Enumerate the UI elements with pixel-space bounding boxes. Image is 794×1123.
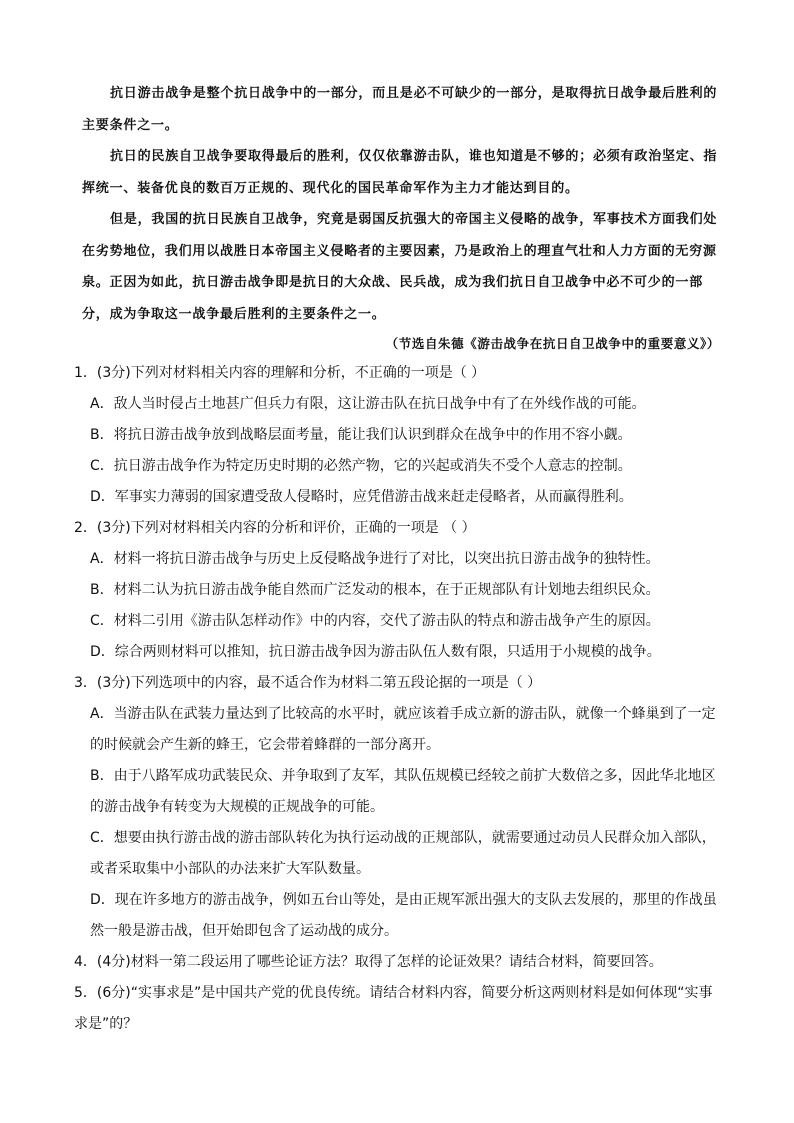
option-c: C．材料二引用《游击队怎样动作》中的内容，交代了游击队的特点和游击战争产生的原因。 — [90, 613, 660, 629]
option-b: B．将抗日游击战争放到战略层面考量，能让我们认识到群众在战争中的作用不容小觑。 — [90, 427, 632, 443]
question-5 — [74, 978, 724, 1040]
question-3 — [74, 668, 724, 947]
passage-paragraph-2: 抗日的民族自卫战争要取得最后的胜利，仅仅依靠游击队，谁也知道是不够的；必须有政治坚定、指挥统一、装备优良的数百万正规的、现代化的国民革命军作为主力才能达到目的。 — [82, 149, 718, 196]
passage-paragraph-3: 但是，我国的抗日民族自卫战争，究竟是弱国反抗强大的帝国主义侵略的战争，军事技术方面我们处在劣势地位，我们用以战胜日本帝国主义侵略者的主要因素，乃是政治上的理直气壮和人力方面的无穷源泉。正因为如此，抗日游击战争即是抗日的大众战、民兵战，成为我们抗日自卫战争中必不可少的一部分，成为争取这一战争最后胜利的主要条件之一。 — [82, 212, 718, 322]
passage-source: （节选自朱德《游击战争在抗日自卫战争中的重要意义》） — [385, 336, 720, 351]
option-a: A．敌人当时侵占土地甚广但兵力有限，这让游击队在抗日战争中有了在外线作战的可能。 — [90, 396, 646, 412]
option-a: A．当游击队在武装力量达到了比较高的水平时，就应该着手成立新的游击队，就像一个蜂巢到了一定的时候就会产生新的蜂王，它会带着蜂群的一部分离开。 — [90, 706, 716, 753]
reading-passage — [82, 78, 722, 358]
option-d: D．军事实力薄弱的国家遭受敌人侵略时，应凭借游击战来赶走侵略者，从而赢得胜利。 — [90, 489, 633, 505]
option-d: D．现在许多地方的游击战争，例如五台山等处，是由正规军派出强大的支队去发展的，那里的作战虽然一般是游击战，但开始即包含了运动战的成分。 — [90, 892, 717, 939]
option-a: A．材料一将抗日游击战争与历史上反侵略战争进行了对比，以突出抗日游击战争的独特性。 — [90, 551, 660, 567]
question-stem: 3．(3分)下列选项中的内容，最不适合作为材料二第五段论据的一项是（ ） — [74, 675, 542, 691]
question-4 — [74, 947, 724, 978]
question-stem: 1．(3分)下列对材料相关内容的理解和分析，不正确的一项是（ ） — [74, 365, 486, 381]
question-2 — [74, 513, 724, 668]
option-b: B．由于八路军成功武装民众、并争取到了友军，其队伍规模已经较之前扩大数倍之多，因此华北地区的游击战争有转变为大规模的正规战争的可能。 — [90, 768, 716, 815]
option-d: D．综合两则材料可以推知，抗日游击战争因为游击队伍人数有限，只适用于小规模的战争。 — [90, 644, 661, 660]
option-c: C．抗日游击战争作为特定历史时期的必然产物，它的兴起或消失不受个人意志的控制。 — [90, 458, 632, 474]
question-stem: 5．(6分)“实事求是”是中国共产党的优良传统。请结合材料内容，简要分析这两则材料是如何体现“实事求是”的？ — [74, 985, 713, 1032]
passage-paragraph-1: 抗日游击战争是整个抗日战争中的一部分，而且是必不可缺少的一部分，是取得抗日战争最后胜利的主要条件之一。 — [82, 86, 718, 133]
question-list — [74, 358, 724, 1040]
question-stem: 4．(4分)材料一第二段运用了哪些论证方法？取得了怎样的论证效果？请结合材料，简要回答。 — [74, 954, 663, 970]
question-1 — [74, 358, 724, 513]
option-b: B．材料二认为抗日游击战争能自然而广泛发动的根本，在于正规部队有计划地去组织民众。 — [90, 582, 660, 598]
question-stem: 2．(3分)下列对材料相关内容的分析和评价，正确的一项是 （ ） — [74, 520, 476, 536]
option-c: C．想要由执行游击战的游击部队转化为执行运动战的正规部队，就需要通过动员人民群众加入部队，或者采取集中小部队的办法来扩大军队数量。 — [90, 830, 716, 877]
